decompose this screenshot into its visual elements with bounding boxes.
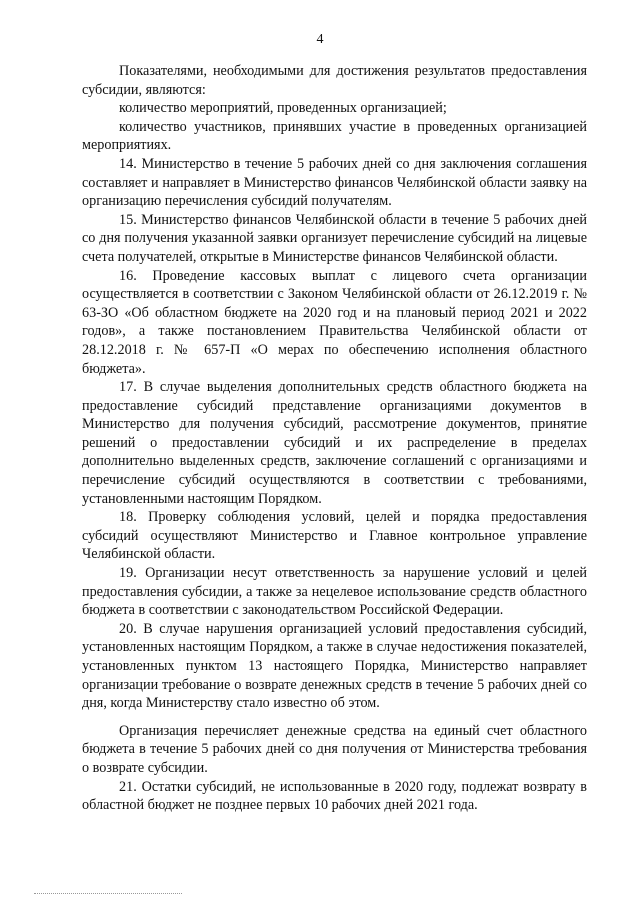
paragraph: количество мероприятий, проведенных организацией; <box>119 100 447 117</box>
paragraph: 14. Министерство в течение 5 рабочих дней со дня заключения соглашения составляет и направляет в Министерство финансов Челябинской области заявку на организацию перечисления субсидий получателям. <box>82 155 587 210</box>
paragraph: 16. Проведение кассовых выплат с лицевого счета организации осуществляется в соответствии с Законом Челябинской области от 26.12.2019 г. № 63-ЗО «Об областном бюджете на 2020 год и на плановый период 2021 и 2022 годов», а также постановлением Правительства Челябинской области от 28.12.2018 г. № 657-П «О мерах по обеспечению исполнения областного бюджета». <box>82 267 587 377</box>
paragraph: Показателями, необходимыми для достижения результатов предоставления субсидии, являются: <box>82 63 587 98</box>
paragraph: 18. Проверку соблюдения условий, целей и порядка предоставления субсидий осуществляют Министерство и Главное контрольное управление Челябинской области. <box>82 509 587 563</box>
page-number: 4 <box>316 32 324 47</box>
paragraph: 20. В случае нарушения организацией условий предоставления субсидий, установленных настоящим Порядком, а также в случае недостижения показателей, установленных пунктом 13 настоящего Порядка, Министерство направляет организации требование о возврате денежных средств в течение 5 рабочих дней со дня, когда Министерству стало известно об этом. <box>82 620 587 712</box>
paragraph: количество участников, принявших участие в проведенных организацией мероприятиях. <box>82 118 587 154</box>
footer-rule <box>34 893 182 894</box>
paragraph: 17. В случае выделения дополнительных средств областного бюджета на предоставление субсидий представление организациями документов в Министерство для получения субсидий, рассмотрение документов, принятие решений о предоставлении субсидий и их распределение в пределах дополнительно выделенных средств, заключение соглашений с организациями и перечисление субсидий осуществляются в соответствии с требованиями, установленными настоящим Порядком. <box>82 379 587 507</box>
paragraph: 21. Остатки субсидий, не использованные в 2020 году, подлежат возврату в областной бюджет не позднее первых 10 рабочих дней 2021 года. <box>82 778 587 814</box>
document-body <box>82 62 587 815</box>
paragraph: 15. Министерство финансов Челябинской области в течение 5 рабочих дней со дня получения указанной заявки организует перечисление субсидий на лицевые счета получателей, открытые в Министерстве финансов Челябинской области. <box>82 211 587 265</box>
paragraph: 19. Организации несут ответственность за нарушение условий и целей предоставления субсидии, а также за нецелевое использование средств областного бюджета в соответствии с законодательством Российской Федерации. <box>82 565 587 619</box>
paragraph: Организация перечисляет денежные средства на единый счет областного бюджета в течение 5 рабочих дней со дня получения от Министерства требования о возврате субсидии. <box>82 722 587 776</box>
